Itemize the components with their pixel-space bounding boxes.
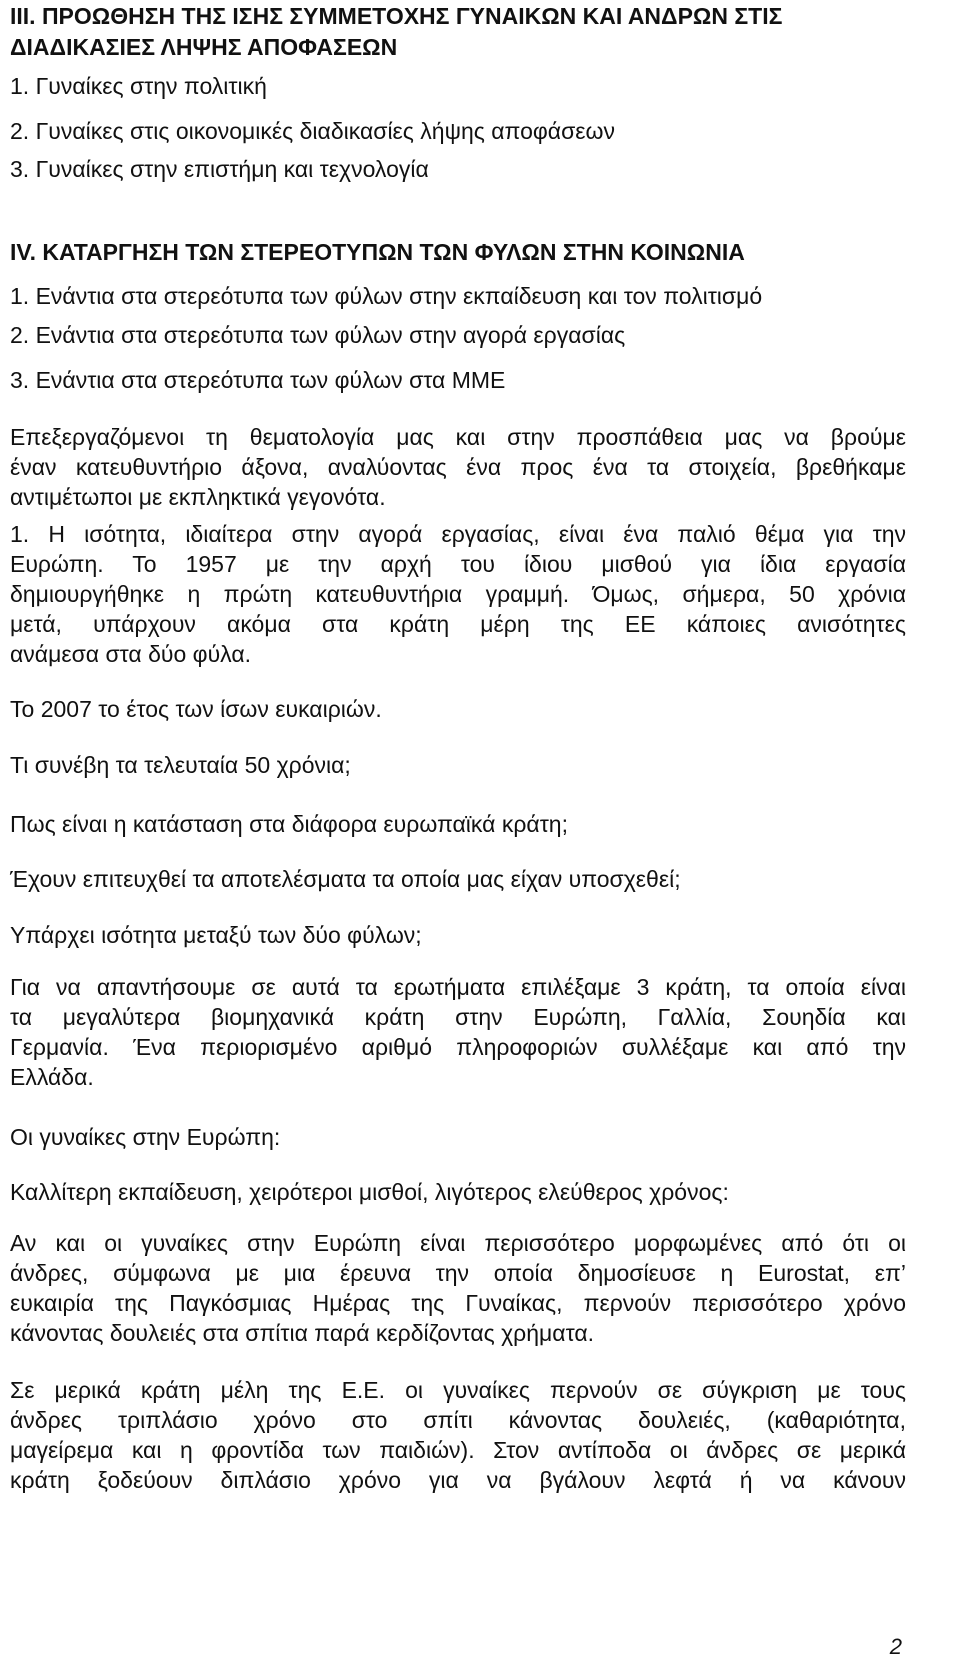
answer-line-1: Για να απαντήσουμε σε αυτά τα ερωτήματα επιλέξαμε 3 κράτη, τα οποία είναι — [10, 974, 906, 1000]
fact-1-line-5: ανάμεσα στα δύο φύλα. — [10, 641, 252, 667]
answer-line-3: Γερμανία. Ένα περιορισμένο αριθμό πληροφοριών συλλέξαμε και από την — [10, 1034, 906, 1060]
answer-line-2: τα μεγαλύτερα βιομηχανικά κράτη στην Ευρώπη, Γαλλία, Σουηδία και — [10, 1004, 906, 1030]
year-line: Το 2007 το έτος των ίσων ευκαιριών. — [10, 696, 382, 722]
fact-1-line-4: μετά, υπάρχουν ακόμα στα κράτη μέρη της ΕΕ κάποιες ανισότητες — [10, 611, 906, 637]
eurostat-line-1: Αν και οι γυναίκες στην Ευρώπη είναι περισσότερο μορφωμένες από ότι οι — [10, 1230, 906, 1256]
eurostat-line-4: κάνοντας δουλειές στα σπίτια παρά κερδίζοντας χρήματα. — [10, 1320, 595, 1346]
subtitle-line: Καλλίτερη εκπαίδευση, χειρότεροι μισθοί, λιγότερος ελεύθερος χρόνος: — [10, 1179, 729, 1205]
section-3-heading — [10, 2, 782, 61]
section-4-heading: IV. ΚΑΤΑΡΓΗΣΗ ΤΩΝ ΣΤΕΡΕΟΤΥΠΩΝ ΤΩΝ ΦΥΛΩΝ ΣΤΗΝ ΚΟΙΝΩΝΙΑ — [10, 239, 745, 265]
page-number: 2 — [889, 1634, 902, 1659]
intro-line-3: αντιμέτωποι με εκπληκτικά γεγονότα. — [10, 484, 386, 510]
eurostat-line-2: άνδρες, σύμφωνα με μια έρευνα την οποία δημοσίευσε η Eurostat, επ’ — [10, 1260, 906, 1286]
states-line-3: μαγείρεμα και η φροντίδα των παιδιών). Στον αντίποδα οι άνδρες σε μερικά — [10, 1437, 906, 1463]
section-3-item-1: 1. Γυναίκες στην πολιτική — [10, 73, 267, 99]
intro-line-2: έναν κατευθυντήριο άξονα, αναλύοντας ένα προς ένα τα στοιχεία, βρεθήκαμε — [10, 454, 906, 480]
section-4-item-2: 2. Ενάντια στα στερεότυπα των φύλων στην αγορά εργασίας — [10, 322, 626, 348]
states-line-2: άνδρες τριπλάσιο χρόνο στο σπίτι κάνοντας δουλειές, (καθαριότητα, — [10, 1407, 906, 1433]
women-europe-heading: Οι γυναίκες στην Ευρώπη: — [10, 1124, 281, 1150]
answer-paragraph — [10, 972, 906, 1092]
section-3-item-2: 2. Γυναίκες στις οικονομικές διαδικασίες λήψης αποφάσεων — [10, 118, 615, 144]
question-2: Πως είναι η κατάσταση στα διάφορα ευρωπαϊκά κράτη; — [10, 811, 568, 837]
section-3-heading-line-2: ΔΙΑΔΙΚΑΣΙΕΣ ΛΗΨΗΣ ΑΠΟΦΑΣΕΩΝ — [10, 34, 398, 60]
question-4: Υπάρχει ισότητα μεταξύ των δύο φύλων; — [10, 922, 422, 948]
question-1: Τι συνέβη τα τελευταία 50 χρόνια; — [10, 752, 351, 778]
section-4-item-3: 3. Ενάντια στα στερεότυπα των φύλων στα ΜΜΕ — [10, 367, 506, 393]
fact-1-line-3: δημιουργήθηκε η πρώτη κατευθυντήρια γραμμή. Όμως, σήμερα, 50 χρόνια — [10, 581, 906, 607]
section-3-item-3: 3. Γυναίκες στην επιστήμη και τεχνολογία — [10, 156, 429, 182]
section-3-heading-line-1: III. ΠΡΟΩΘΗΣΗ ΤΗΣ ΙΣΗΣ ΣΥΜΜΕΤΟΧΗΣ ΓΥΝΑΙΚΩΝ ΚΑΙ ΑΝΔΡΩΝ ΣΤΙΣ — [10, 3, 783, 29]
states-line-4: κράτη ξοδεύουν διπλάσιο χρόνο για να βγάλουν λεφτά ή να κάνουν — [10, 1467, 906, 1493]
eurostat-paragraph — [10, 1228, 906, 1348]
fact-1-line-1: 1. Η ισότητα, ιδιαίτερα στην αγορά εργασίας, είναι ένα παλιό θέμα για την — [10, 521, 906, 547]
fact-1-line-2: Ευρώπη. Το 1957 με την αρχή του ίδιου μισθού για ίδια εργασία — [10, 551, 906, 577]
states-line-1: Σε μερικά κράτη μέλη της Ε.Ε. οι γυναίκες περνούν σε σύγκριση με τους — [10, 1377, 906, 1403]
answer-line-4: Ελλάδα. — [10, 1064, 94, 1090]
question-3: Έχουν επιτευχθεί τα αποτελέσματα τα οποία μας είχαν υποσχεθεί; — [10, 866, 681, 892]
intro-paragraph — [10, 422, 906, 512]
fact-1-paragraph — [10, 519, 906, 669]
eurostat-line-3: ευκαιρία της Παγκόσμιας Ημέρας της Γυναίκας, περνούν περισσότερο χρόνο — [10, 1290, 906, 1316]
states-paragraph — [10, 1375, 906, 1495]
section-4-item-1: 1. Ενάντια στα στερεότυπα των φύλων στην εκπαίδευση και τον πολιτισμό — [10, 283, 763, 309]
intro-line-1: Επεξεργαζόμενοι τη θεματολογία μας και στην προσπάθεια μας να βρούμε — [10, 424, 906, 450]
